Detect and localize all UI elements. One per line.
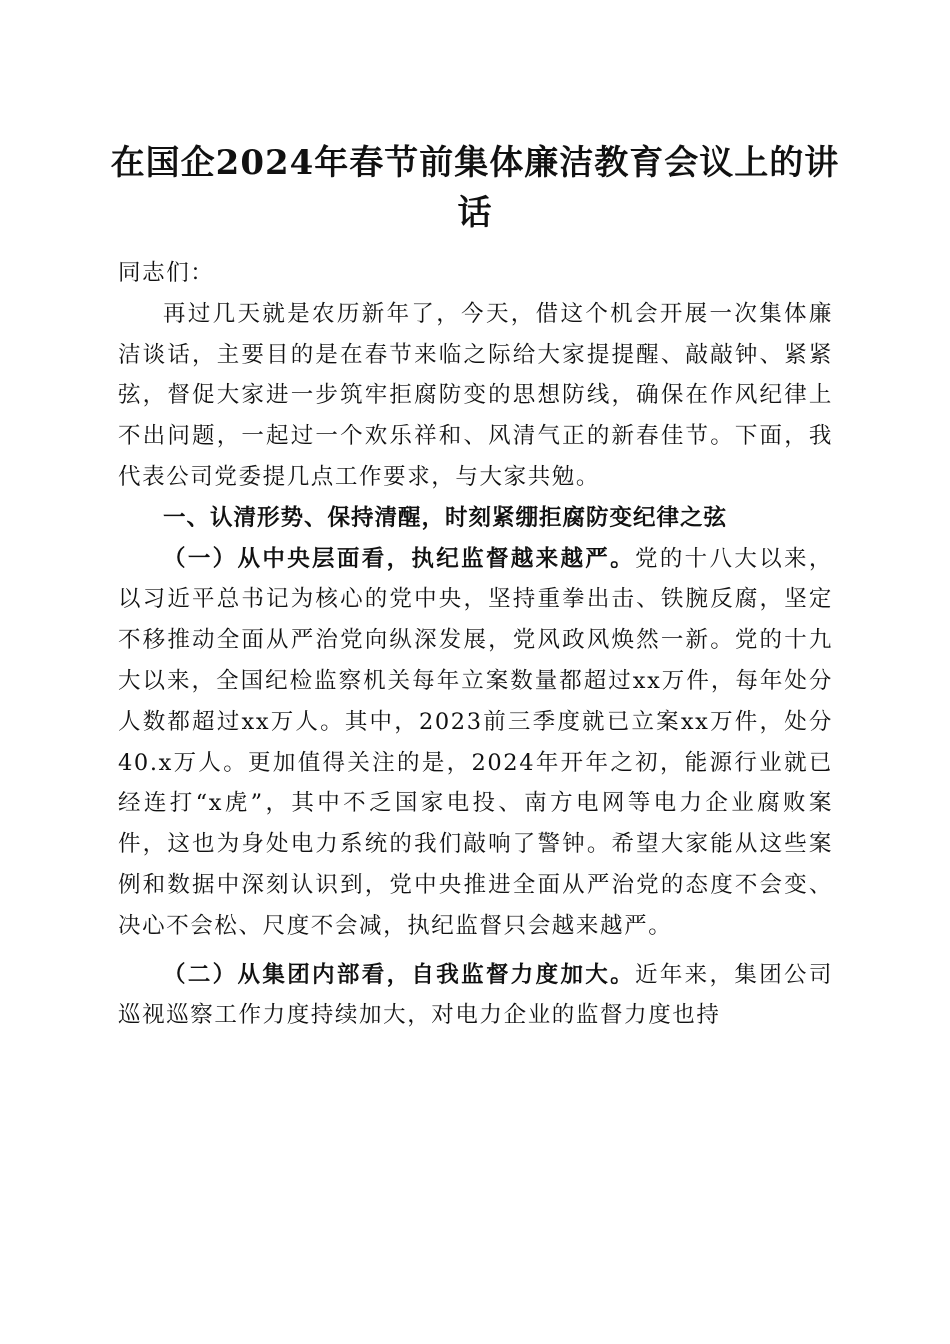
subsection-text-2: 近年来，集团公司巡视巡察工作力度持续加大，对电力企业的监督力度也持 [118,961,833,1029]
section-heading-1: 一、认清形势、保持清醒，时刻紧绷拒腐防变纪律之弦 [163,504,728,531]
document-body [118,253,833,1036]
subsection-text-1: 党的十八大以来，以习近平总书记为核心的党中央，坚持重拳出击、铁腕反腐，坚定不移推动全面从严治党向纵深发展，党风政风焕然一新。党的十九大以来，全国纪检监察机关每年立案数量都超过xx万件，每年处分人数都超过xx万人。其中，2023前三季度就已立案xx万件，处分40.x万人。更加值得关注的是，2024年开年之初，能源行业就已经连打“x虎”，其中不乏国家电投、南方电网等电力企业腐败案件，这也为身处电力系统的我们敲响了警钟。希望大家能从这些案例和数据中深刻认识到，党中央推进全面从严治党的态度不会变、决心不会松、尺度不会减，执纪监督只会越来越严。 [118,545,833,939]
subsection-paragraph-1 [118,539,833,947]
subsection-title-2: （二）从集团内部看，自我监督力度加大。 [163,961,635,988]
intro-paragraph: 再过几天就是农历新年了，今天，借这个机会开展一次集体廉洁谈话，主要目的是在春节来临之际给大家提提醒、敲敲钟、紧紧弦，督促大家进一步筑牢拒腐防变的思想防线，确保在作风纪律上不出问题，一起过一个欢乐祥和、风清气正的新春佳节。下面，我代表公司党委提几点工作要求，与大家共勉。 [118,300,833,490]
subsection-title-1: （一）从中央层面看，执纪监督越来越严。 [163,545,635,572]
document-title: 在国企2024年春节前集体廉洁教育会议上的讲话 [110,143,840,233]
salutation: 同志们： [118,260,215,286]
subsection-paragraph-2 [118,955,833,1037]
